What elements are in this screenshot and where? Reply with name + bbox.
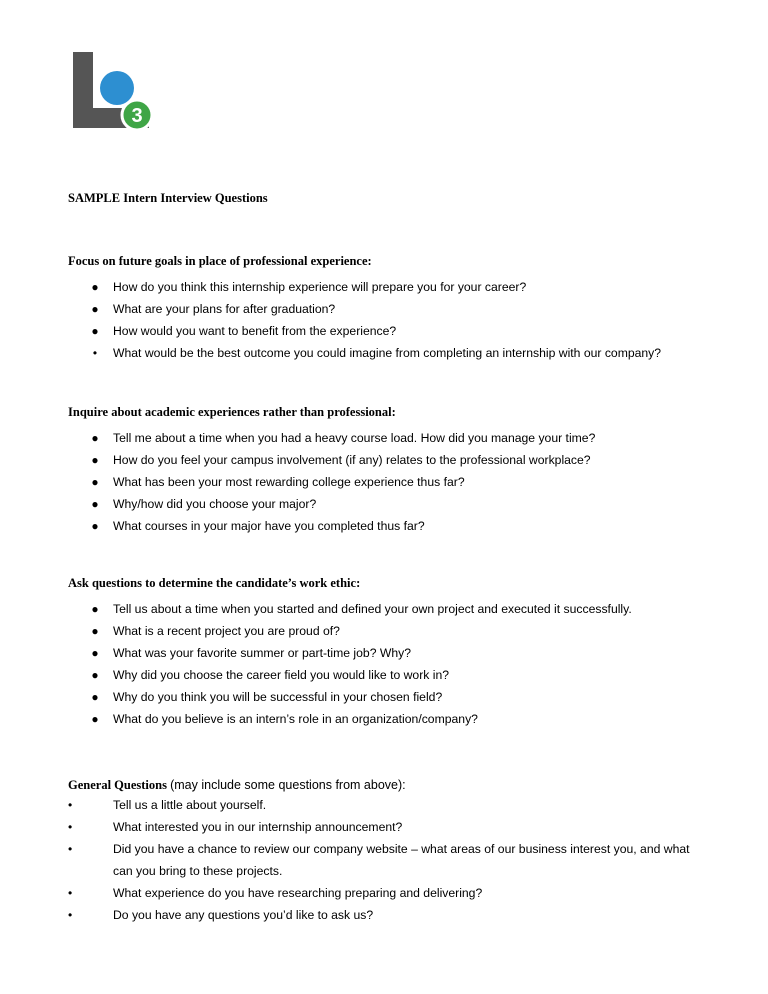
section-heading: [68, 404, 708, 420]
bullet-icon: ●: [91, 712, 99, 726]
question-text: What would be the best outcome you could imagine from completing an internship with our company?: [113, 346, 662, 360]
question-text: What is a recent project you are proud of?: [113, 624, 340, 638]
list-item: [68, 664, 708, 686]
question-text: What courses in your major have you completed thus far?: [113, 519, 425, 533]
question-text: What experience do you have researching preparing and delivering?: [113, 886, 483, 900]
question-list: [68, 794, 708, 926]
section-heading-text: Ask questions to determine the candidate’s work ethic:: [68, 576, 361, 590]
document-title: SAMPLE Intern Interview Questions: [68, 191, 268, 205]
bullet-icon: ●: [91, 497, 99, 511]
bullet-icon: ●: [91, 324, 99, 338]
question-text: What has been your most rewarding college experience thus far?: [113, 475, 465, 489]
list-item: [68, 686, 708, 708]
question-text: Tell us a little about yourself.: [113, 798, 267, 812]
bullet-icon: •: [68, 820, 73, 834]
question-text: What interested you in our internship announcement?: [113, 820, 403, 834]
section-work-ethic: [68, 575, 708, 730]
list-item: [68, 449, 708, 471]
list-item: [68, 642, 708, 664]
bullet-icon: ●: [91, 668, 99, 682]
section-academic-experiences: [68, 404, 708, 537]
bullet-icon: •: [68, 886, 73, 900]
section-general-questions: [68, 777, 708, 926]
question-list: [68, 427, 708, 537]
list-item: [68, 276, 708, 298]
list-item: [68, 708, 708, 730]
section-heading-text: Inquire about academic experiences rather than professional:: [68, 405, 396, 419]
section-heading-note: (may include some questions from above):: [170, 778, 406, 792]
section-future-goals: [68, 253, 708, 364]
section-heading-text: Focus on future goals in place of professional experience:: [68, 254, 372, 268]
section-heading: [68, 575, 708, 591]
question-text: How would you want to benefit from the experience?: [113, 324, 397, 338]
question-text: Tell me about a time when you had a heavy course load. How did you manage your time?: [113, 431, 596, 445]
question-text: Why did you choose the career field you would like to work in?: [113, 668, 450, 682]
section-heading: [68, 777, 708, 793]
list-item: [68, 342, 708, 364]
bullet-icon: ●: [91, 602, 99, 616]
question-list: [68, 598, 708, 730]
bullet-icon: ●: [91, 646, 99, 660]
list-item: [68, 515, 708, 537]
bullet-icon: ●: [91, 453, 99, 467]
list-item: [68, 882, 708, 904]
question-text: Did you have a chance to review our company website – what areas of our business interest you, and what can you bring to these projects.: [113, 842, 690, 878]
logo-number: 3: [131, 105, 143, 127]
section-heading: [68, 253, 708, 269]
bullet-icon: ●: [91, 302, 99, 316]
list-item: [68, 904, 708, 926]
bullet-icon: ●: [91, 519, 99, 533]
logo-blue-circle: [100, 71, 134, 105]
section-heading-text: General Questions: [68, 778, 167, 792]
bullet-icon: •: [68, 798, 73, 812]
bullet-icon: •: [68, 842, 73, 856]
bullet-icon: ●: [91, 475, 99, 489]
question-list: [68, 276, 708, 364]
list-item: [68, 620, 708, 642]
bullet-icon: ●: [91, 624, 99, 638]
list-item: [68, 471, 708, 493]
question-text: What are your plans for after graduation?: [113, 302, 336, 316]
question-text: What was your favorite summer or part-time job? Why?: [113, 646, 412, 660]
bullet-icon: ●: [91, 690, 99, 704]
question-text: Do you have any questions you’d like to ask us?: [113, 908, 374, 922]
list-item: [68, 838, 708, 882]
bullet-icon: ●: [91, 431, 99, 445]
company-logo: [73, 52, 155, 130]
question-text: How do you think this internship experience will prepare you for your career?: [113, 280, 527, 294]
list-item: [68, 493, 708, 515]
question-text: Why do you think you will be successful in your chosen field?: [113, 690, 443, 704]
question-text: How do you feel your campus involvement (if any) relates to the professional workplace?: [113, 453, 591, 467]
list-item: [68, 598, 708, 620]
list-item: [68, 320, 708, 342]
list-item: [68, 427, 708, 449]
question-text: Tell us about a time when you started and defined your own project and executed it successfully.: [113, 602, 632, 616]
question-text: Why/how did you choose your major?: [113, 497, 317, 511]
list-item: [68, 298, 708, 320]
bullet-icon: ●: [91, 280, 99, 294]
question-text: What do you believe is an intern’s role in an organization/company?: [113, 712, 478, 726]
list-item: [68, 816, 708, 838]
bullet-icon: •: [68, 908, 73, 922]
bullet-icon: •: [92, 346, 98, 360]
list-item: [68, 794, 708, 816]
